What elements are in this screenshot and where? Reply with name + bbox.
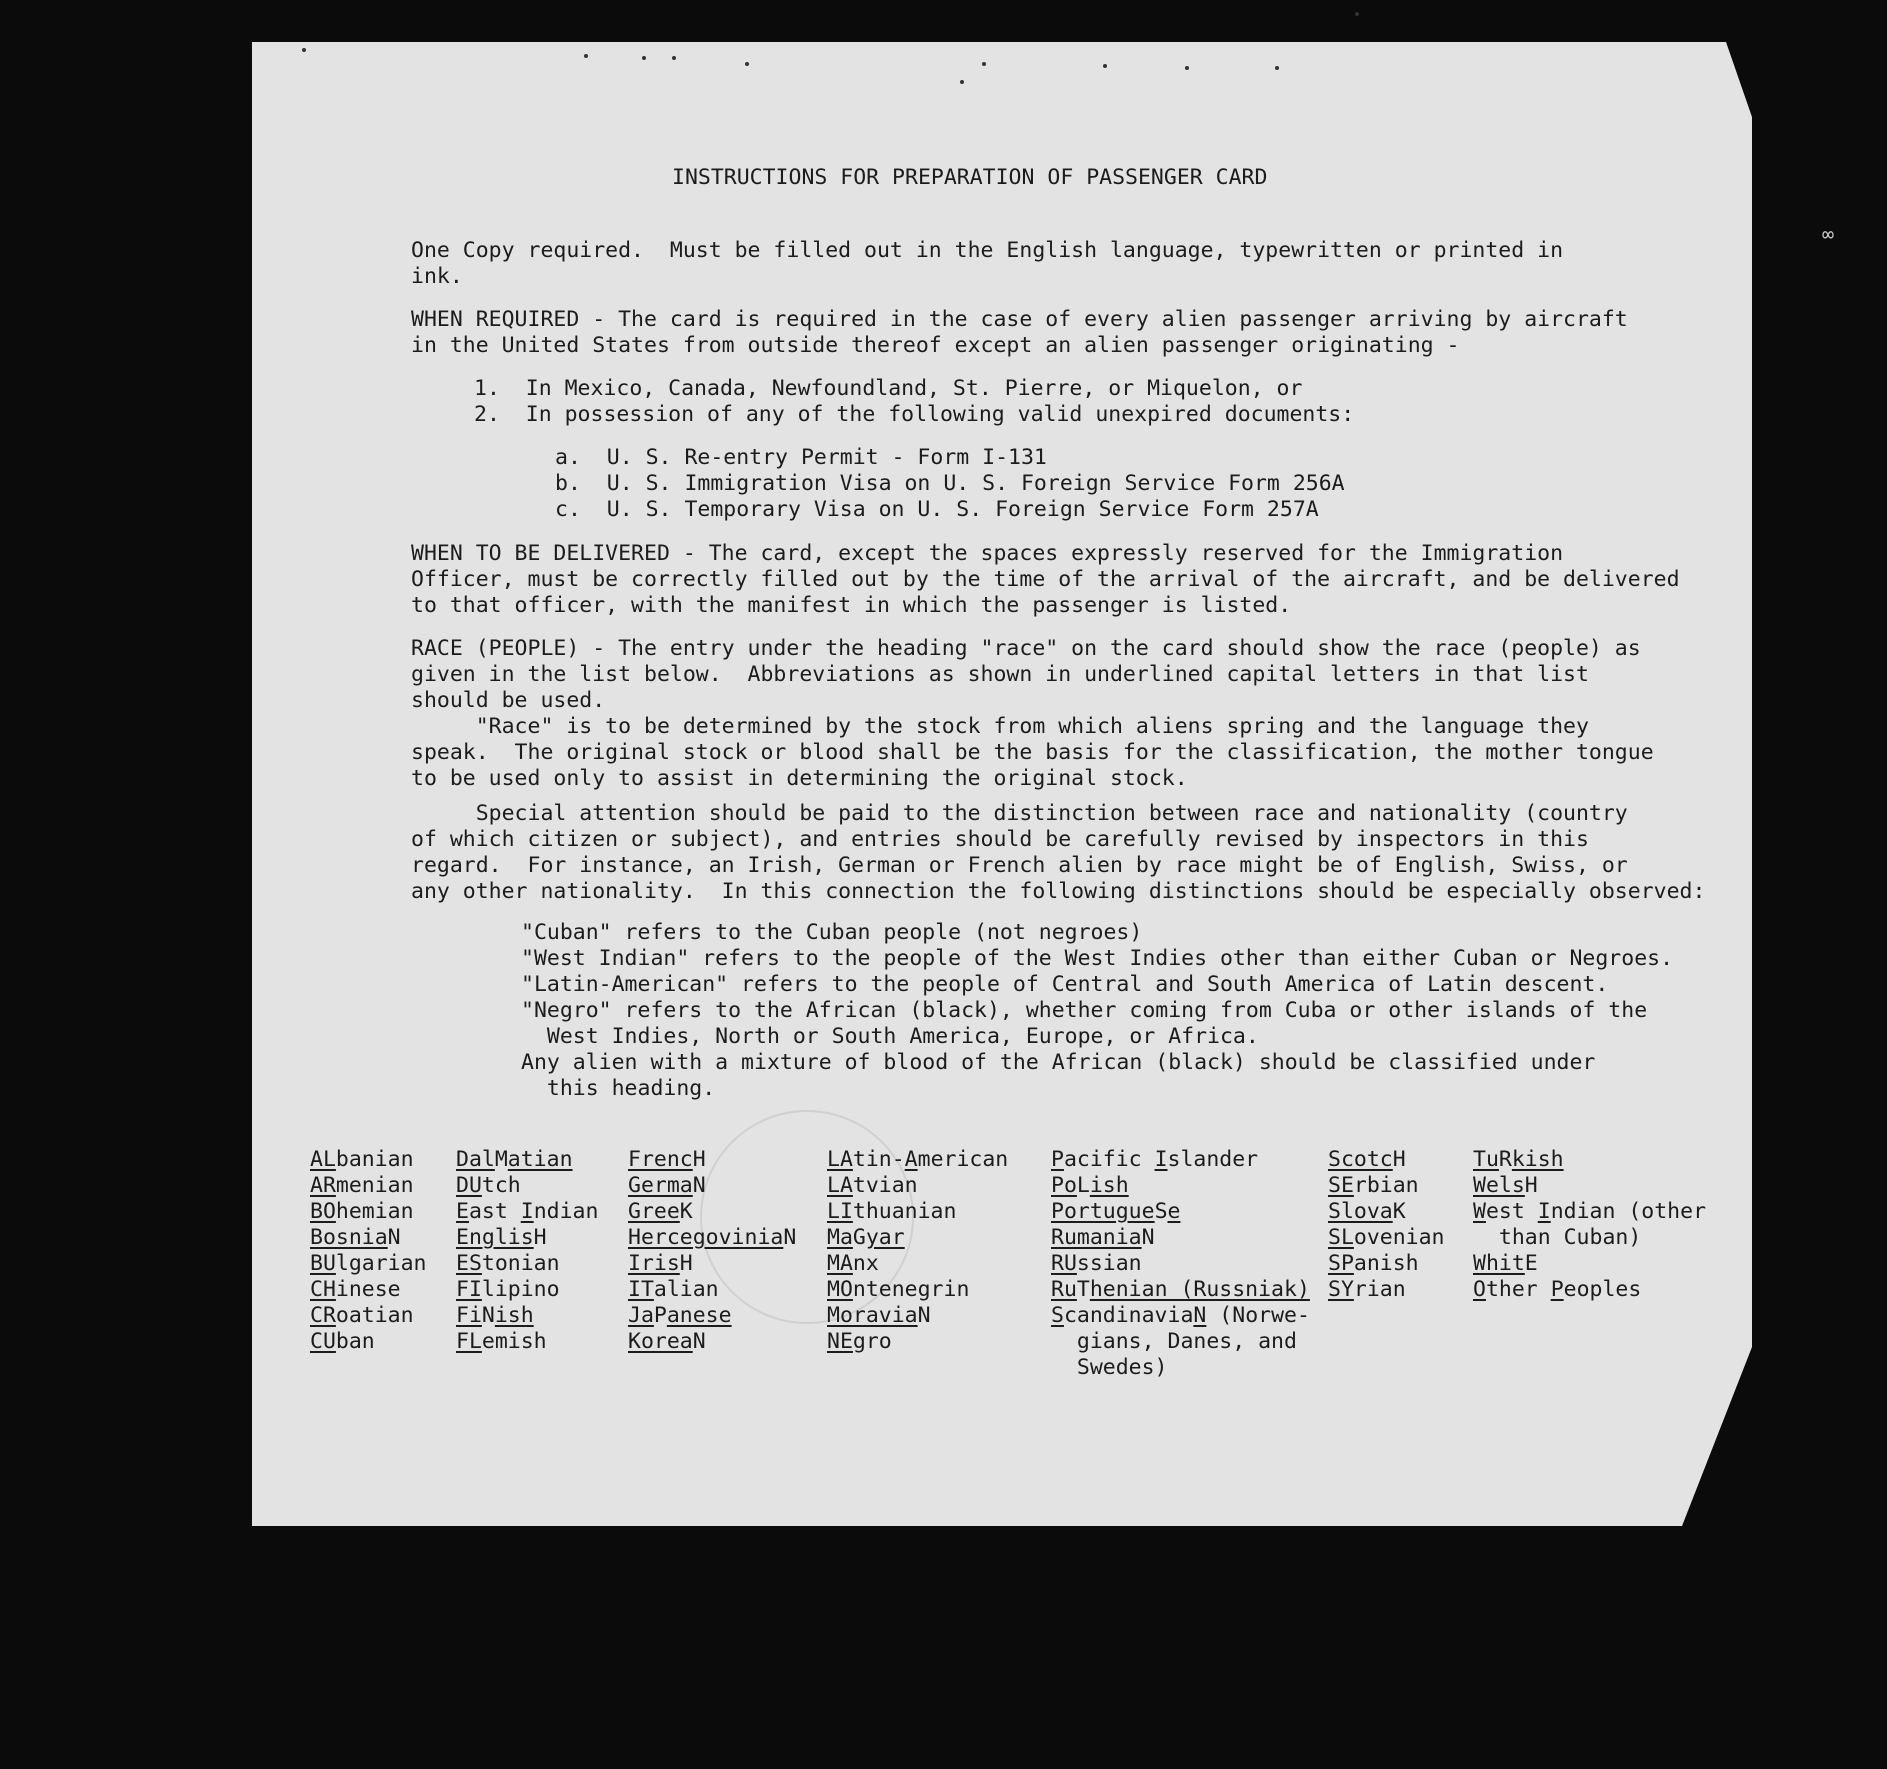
- special-line: Special attention should be paid to the distinction between race and nationality (country: [411, 801, 1628, 826]
- race-entry: Pacific Islander: [1051, 1147, 1259, 1172]
- race-entry: Other Peoples: [1473, 1277, 1642, 1302]
- race-entry: DUtch: [456, 1173, 521, 1198]
- distinction-line: "West Indian" refers to the people of the West Indies other than either Cuban or Negroes.: [521, 946, 1674, 971]
- race-line: to be used only to assist in determining the original stock.: [411, 766, 1188, 791]
- distinction-line: West Indies, North or South America, Europe, or Africa.: [521, 1024, 1259, 1049]
- race-entry: MAnx: [827, 1251, 879, 1276]
- lettered-item: b. U. S. Immigration Visa on U. S. Foreign Service Form 256A: [555, 471, 1345, 496]
- race-entry: CRoatian: [310, 1303, 414, 1328]
- numbered-item: 2. In possession of any of the following valid unexpired documents:: [474, 402, 1355, 427]
- distinction-line: "Latin-American" refers to the people of Central and South America of Latin descent.: [521, 972, 1609, 997]
- distinction-line: "Negro" refers to the African (black), whether coming from Cuba or other islands of the: [521, 998, 1648, 1023]
- special-line: of which citizen or subject), and entries should be carefully revised by inspectors in this: [411, 827, 1589, 852]
- race-entry: MaGyar: [827, 1225, 905, 1250]
- when-delivered-line: Officer, must be correctly filled out by the time of the arrival of the aircraft, and be delivered: [411, 567, 1680, 592]
- race-entry: PortugueSe: [1051, 1199, 1181, 1224]
- race-entry: MoraviaN: [827, 1303, 931, 1328]
- speck: [960, 80, 964, 84]
- race-entry: GermaN: [628, 1173, 706, 1198]
- race-entry: NEgro: [827, 1329, 892, 1354]
- race-entry: HercegoviniaN: [628, 1225, 797, 1250]
- speck: [642, 56, 646, 60]
- race-column: [628, 1147, 796, 1355]
- speck: [1275, 66, 1279, 70]
- race-column: [456, 1147, 598, 1355]
- race-entry: DalMatian: [456, 1147, 573, 1172]
- distinction-line: "Cuban" refers to the Cuban people (not negroes): [521, 920, 1143, 945]
- race-column: [1328, 1147, 1445, 1303]
- speck: [745, 62, 749, 66]
- race-entry: IrisH: [628, 1251, 693, 1276]
- race-entry: RUssian: [1051, 1251, 1142, 1276]
- margin-mark: ∞: [1822, 222, 1835, 246]
- race-line: speak. The original stock or blood shall be the basis for the classification, the mother tongue: [411, 740, 1654, 765]
- race-entry: CUban: [310, 1329, 375, 1354]
- race-entry: TuRkish: [1473, 1147, 1564, 1172]
- race-entry: than Cuban): [1473, 1225, 1642, 1250]
- race-entry: PoLish: [1051, 1173, 1129, 1198]
- race-entry: RuThenian (Russniak): [1051, 1277, 1310, 1302]
- race-entry: ARmenian: [310, 1173, 414, 1198]
- race-entry: SlovaK: [1328, 1199, 1406, 1224]
- race-entry: BUlgarian: [310, 1251, 427, 1276]
- race-entry: LAtvian: [827, 1173, 918, 1198]
- speck: [1185, 66, 1189, 70]
- race-entry: JaPanese: [628, 1303, 732, 1328]
- race-entry: KoreaN: [628, 1329, 706, 1354]
- when-delivered-line: WHEN TO BE DELIVERED - The card, except the spaces expressly reserved for the Immigration: [411, 541, 1564, 566]
- race-entry: RumaniaN: [1051, 1225, 1155, 1250]
- speck: [982, 62, 986, 66]
- race-line: should be used.: [411, 688, 606, 713]
- race-entry: SYrian: [1328, 1277, 1406, 1302]
- race-entry: MOntenegrin: [827, 1277, 970, 1302]
- lettered-item: a. U. S. Re-entry Permit - Form I-131: [555, 445, 1047, 470]
- distinction-line: Any alien with a mixture of blood of the African (black) should be classified under: [521, 1050, 1596, 1075]
- speck: [672, 56, 676, 60]
- race-entry: BosniaN: [310, 1225, 401, 1250]
- race-column: [310, 1147, 427, 1355]
- race-entry: EnglisH: [456, 1225, 547, 1250]
- race-column: [827, 1147, 1008, 1355]
- race-entry: WhitE: [1473, 1251, 1538, 1276]
- race-entry: SLovenian: [1328, 1225, 1445, 1250]
- speck: [1103, 64, 1107, 68]
- race-entry: GreeK: [628, 1199, 693, 1224]
- race-entry: CHinese: [310, 1277, 401, 1302]
- intro-line: ink.: [411, 264, 463, 289]
- when-required-line: WHEN REQUIRED - The card is required in the case of every alien passenger arriving by aircraft: [411, 307, 1628, 332]
- race-entry: LAtin-American: [827, 1147, 1009, 1172]
- numbered-item: 1. In Mexico, Canada, Newfoundland, St. Pierre, or Miquelon, or: [474, 376, 1303, 401]
- speck: [302, 48, 306, 52]
- race-entry: FiNish: [456, 1303, 534, 1328]
- when-delivered-line: to that officer, with the manifest in which the passenger is listed.: [411, 593, 1292, 618]
- race-entry: Swedes): [1051, 1355, 1168, 1380]
- race-entry: ScotcH: [1328, 1147, 1406, 1172]
- intro-line: One Copy required. Must be filled out in the English language, typewritten or printed in: [411, 238, 1564, 263]
- page-title: INSTRUCTIONS FOR PREPARATION OF PASSENGER CARD: [672, 165, 1268, 190]
- race-entry: West Indian (other: [1473, 1199, 1707, 1224]
- race-column: [1051, 1147, 1310, 1381]
- race-entry: gians, Danes, and: [1051, 1329, 1297, 1354]
- race-entry: East Indian: [456, 1199, 599, 1224]
- race-entry: ScandinaviaN (Norwe-: [1051, 1303, 1310, 1328]
- race-column: [1473, 1147, 1706, 1303]
- special-line: any other nationality. In this connection the following distinctions should be especially observed:: [411, 879, 1706, 904]
- race-line: "Race" is to be determined by the stock from which aliens spring and the language they: [411, 714, 1589, 739]
- race-entry: EStonian: [456, 1251, 560, 1276]
- when-required-line: in the United States from outside thereof except an alien passenger originating -: [411, 333, 1460, 358]
- race-entry: ALbanian: [310, 1147, 414, 1172]
- speck: [584, 54, 588, 58]
- race-entry: WelsH: [1473, 1173, 1538, 1198]
- race-entry: SPanish: [1328, 1251, 1419, 1276]
- race-entry: FrencH: [628, 1147, 706, 1172]
- race-entry: ITalian: [628, 1277, 719, 1302]
- race-entry: FLemish: [456, 1329, 547, 1354]
- race-line: given in the list below. Abbreviations as shown in underlined capital letters in that list: [411, 662, 1589, 687]
- race-entry: BOhemian: [310, 1199, 414, 1224]
- special-line: regard. For instance, an Irish, German or French alien by race might be of English, Swiss, or: [411, 853, 1628, 878]
- distinction-line: this heading.: [521, 1076, 716, 1101]
- race-entry: SErbian: [1328, 1173, 1419, 1198]
- race-entry: LIthuanian: [827, 1199, 957, 1224]
- race-entry: FIlipino: [456, 1277, 560, 1302]
- lettered-item: c. U. S. Temporary Visa on U. S. Foreign Service Form 257A: [555, 497, 1319, 522]
- race-line: RACE (PEOPLE) - The entry under the heading "race" on the card should show the race (people) as: [411, 636, 1641, 661]
- speck: [1355, 12, 1359, 16]
